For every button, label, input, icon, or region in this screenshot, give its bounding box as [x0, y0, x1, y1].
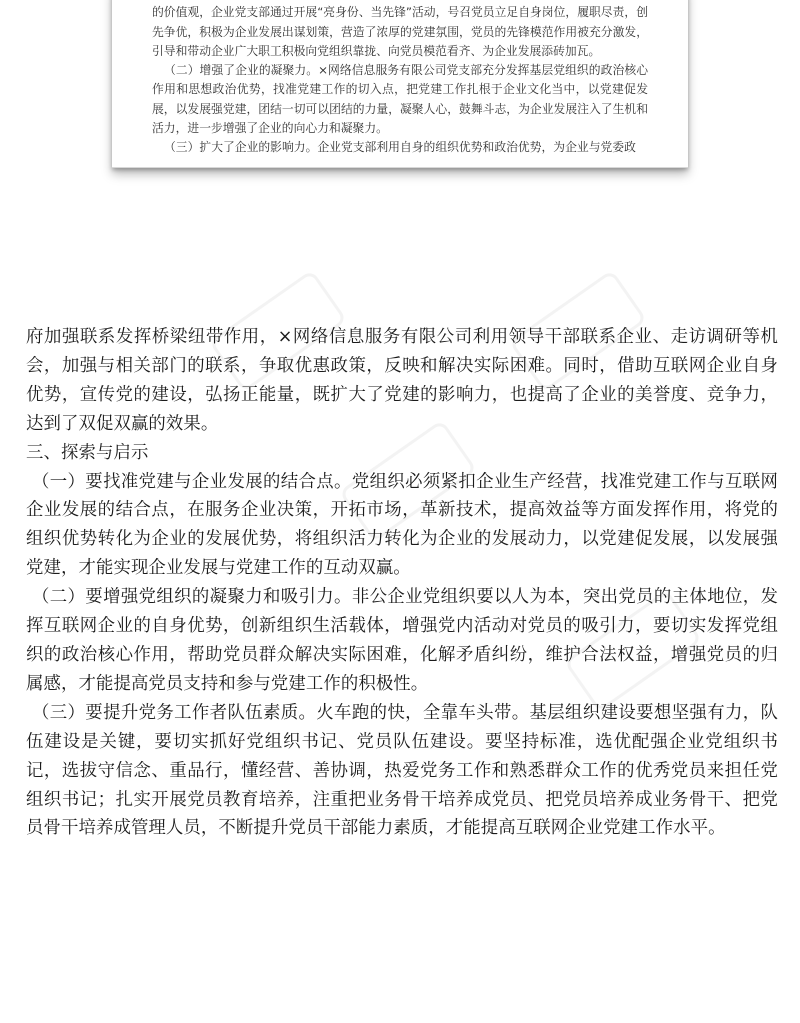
document-body — [26, 323, 778, 843]
preview-paragraph-1: 的价值观，企业党支部通过开展“亮身份、当先锋”活动，号召党员立足自身岗位，履职尽责，创先争优，积极为企业发展出谋划策，营造了浓厚的党建氛围，党员的先锋模范作用被充分激发，引导和带动企业广大职工积极向党组织靠拢、向党员模范看齐、为企业发展添砖加瓦。 — [152, 5, 648, 58]
document-preview-card — [112, 0, 688, 168]
preview-paragraph-3: （三）扩大了企业的影响力。企业党支部利用自身的组织优势和政治优势，为企业与党委政 — [164, 140, 636, 155]
section-heading: 三、探索与启示 — [26, 442, 149, 463]
body-paragraph-point-2: （二）要增强党组织的凝聚力和吸引力。非公企业党组织要以人为本，突出党员的主体地位，发挥互联网企业的自身优势，创新组织生活载体，增强党内活动对党员的吸引力，要切实发挥党组织的政治核心作用，帮助党员群众解决实际困难，化解矛盾纠纷，维护合法权益，增强党员的归属感，才能提高党员支持和参与党建工作的积极性。 — [26, 587, 778, 694]
body-paragraph-continuation: 府加强联系发挥桥梁纽带作用，×网络信息服务有限公司利用领导干部联系企业、走访调研等机会，加强与相关部门的联系，争取优惠政策，反映和解决实际困难。同时，借助互联网企业自身优势，宣传党的建设，弘扬正能量，既扩大了党建的影响力，也提高了企业的美誉度、竞争力，达到了双促双赢的效果。 — [26, 327, 778, 434]
preview-paragraph-2: （二）增强了企业的凝聚力。×网络信息服务有限公司党支部充分发挥基层党组织的政治核心作用和思想政治优势，找准党建工作的切入点，把党建工作扎根于企业文化当中，以党建促发展，以发展强党建，团结一切可以团结的力量，凝聚人心，鼓舞斗志，为企业发展注入了生机和活力，进一步增强了企业的向心力和凝聚力。 — [152, 63, 648, 136]
body-paragraph-point-1: （一）要找准党建与企业发展的结合点。党组织必须紧扣企业生产经营，找准党建工作与互联网企业发展的结合点，在服务企业决策，开拓市场，革新技术，提高效益等方面发挥作用，将党的组织优势转化为企业的发展优势，将组织活力转化为企业的发展动力，以党建促发展，以发展强党建，才能实现企业发展与党建工作的互动双赢。 — [26, 471, 778, 579]
body-paragraph-point-3: （三）要提升党务工作者队伍素质。火车跑的快，全靠车头带。基层组织建设要想坚强有力，队伍建设是关键，要切实抓好党组织书记、党员队伍建设。要坚持标准，选优配强企业党组织书记，选拔守信念、重品行，懂经营、善协调，热爱党务工作和熟悉群众工作的优秀党员来担任党组织书记；扎实开展党员教育培养，注重把业务骨干培养成党员、把党员培养成业务骨干、把党员骨干培养成管理人员，不断提升党员干部能力素质，才能提高互联网企业党建工作水平。 — [26, 702, 778, 839]
